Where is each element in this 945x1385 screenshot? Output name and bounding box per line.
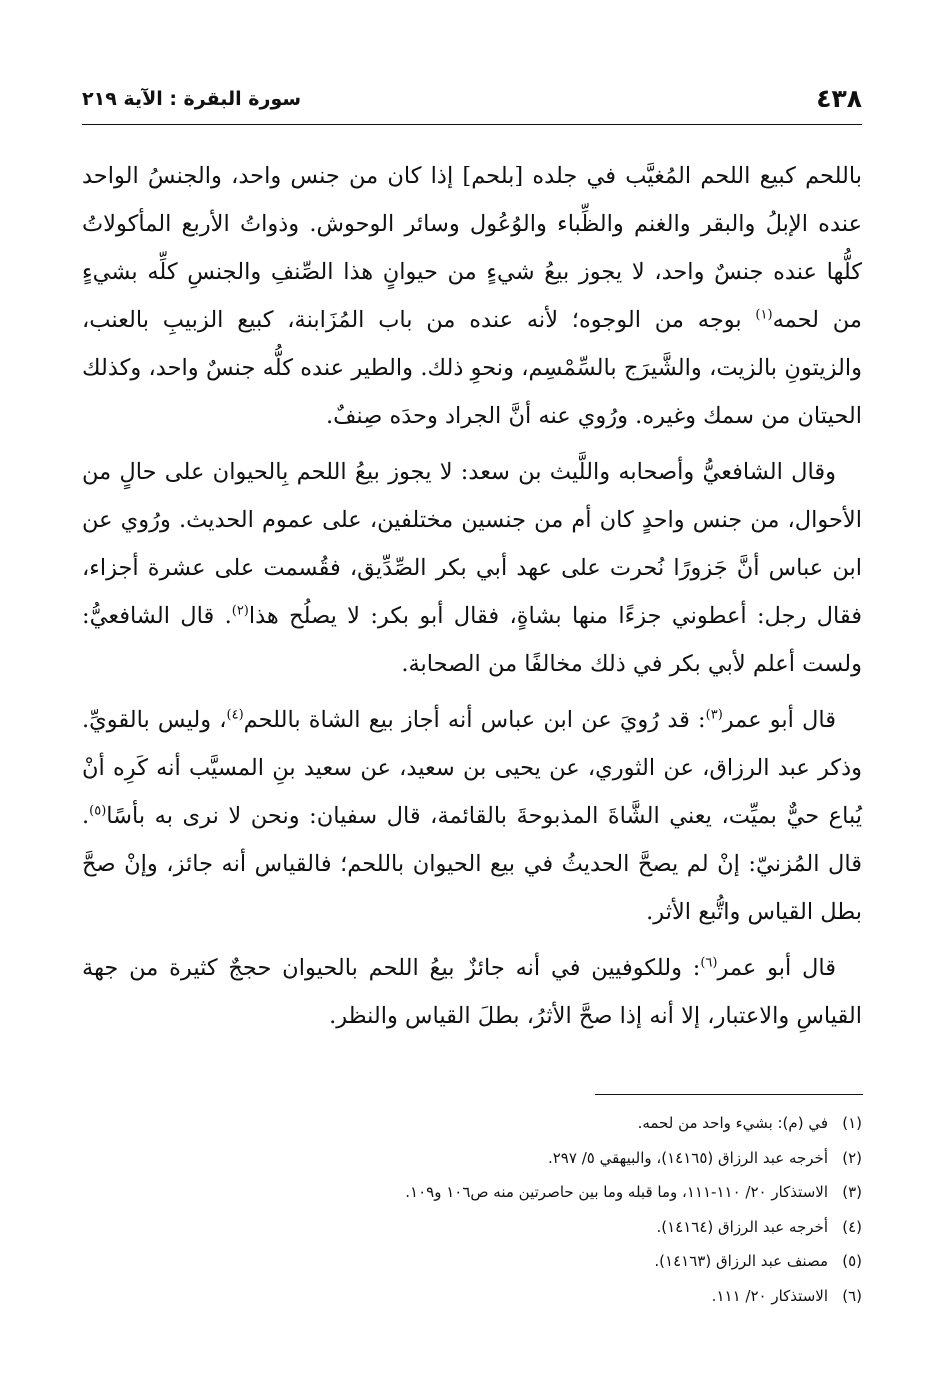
footnote-text: الاستذكار ٢٠/ ١١١. xyxy=(711,1286,828,1305)
footnote-number: (٥) xyxy=(842,1252,862,1270)
paragraph-4-text-a: قال أبو عمر xyxy=(717,955,836,981)
footnotes-list xyxy=(82,1106,862,1313)
paragraph-4-text-b: : وللكوفيين في أنه جائزٌ بيعُ اللحم بالحيوان حججٌ كثيرة من جهة القياسِ والاعتبار، إلا أنه إذا صحَّ الأثرُ، بطلَ القياس والنظر. xyxy=(82,955,862,1029)
footnote-text: أخرجه عبد الرزاق (١٤١٦٥)، والبيهقي ٥/ ٢٩٧. xyxy=(547,1148,828,1167)
footnote-number: (٤) xyxy=(842,1217,862,1236)
paragraph-3-text-a: قال أبو عمر xyxy=(722,707,837,733)
paragraph-1 xyxy=(82,152,862,440)
paragraph-1-text-b: بوجه من الوجوه؛ لأنه عنده من باب المُزَابنة، كبيع الزبيبِ بالعنب، والزيتونِ بالزيت، والشَّيرَج بالسِّمْسِم، ونحوِ ذلك. والطير عنده كلُّه جنسٌ واحد، وكذلك الحيتان من سمك وغيره. ورُوي عنه أنَّ الجراد وحدَه صِنفٌ. xyxy=(82,307,862,429)
paragraph-2 xyxy=(82,448,862,688)
footnote-item xyxy=(82,1141,862,1176)
footnote-ref-3: (٣) xyxy=(705,707,723,723)
header-rule xyxy=(82,124,862,125)
footnote-text: الاستذكار ٢٠/ ١١٠-١١١، وما قبله وما بين حاصرتين منه ص١٠٦ و١٠٩. xyxy=(405,1183,828,1201)
page-header xyxy=(82,80,862,126)
footnote-number: (١) xyxy=(842,1114,862,1132)
footnote-item xyxy=(82,1175,862,1210)
main-text xyxy=(82,152,862,1040)
footnote-item xyxy=(82,1244,862,1279)
paragraph-1-text-a: باللحم كبيع اللحم المُغيَّب في جلده [بلحم] إذا كان من جنس واحد، والجنسُ الواحد عنده الإبلُ والبقر والغنم والظِّباء والوُعُول وسائر الوحوش. وذواتُ الأربع المأكولاتُ كلُّها عنده جنسٌ واحد، لا يجوز بيعُ شيءٍ من حيوانٍ هذا الصِّنفِ والجنسِ كلِّه بشيءٍ من لحمه xyxy=(82,163,862,333)
footnote-text: أخرجه عبد الرزاق (١٤١٦٤). xyxy=(656,1217,828,1236)
paragraph-3 xyxy=(82,696,862,936)
footnote-number: (٦) xyxy=(842,1286,862,1305)
paragraph-3-text-c: ، وليس بالقويِّ. وذكر عبد الرزاق، عن الثوري، عن يحيى بن سعيد، عن سعيد بنِ المسيَّب أنه كَرِه أنْ يُباع حيٌّ بميِّت، يعني الشَّاةَ المذبوحةَ بالقائمة، قال سفيان: ونحن لا نرى به بأسًا xyxy=(82,707,862,829)
footnote-item xyxy=(82,1210,862,1245)
footnote-ref-1: (١) xyxy=(755,307,773,323)
footnote-number: (٢) xyxy=(842,1148,862,1167)
footnote-ref-4: (٤) xyxy=(226,707,244,723)
footnote-rule xyxy=(595,1094,863,1095)
page-number: ٤٣٨ xyxy=(816,84,862,113)
paragraph-3-text-d: . قال المُزنيّ: إنْ لم يصحَّ الحديثُ في بيع الحيوان باللحم؛ فالقياس أنه جائز، وإنْ صحَّ بطل القياس واتُّبع الأثر. xyxy=(82,803,862,925)
footnote-ref-5: (٥) xyxy=(89,803,107,819)
footnote-item xyxy=(82,1106,862,1141)
footnote-number: (٣) xyxy=(842,1183,862,1201)
footnote-ref-2: (٢) xyxy=(231,603,249,619)
paragraph-2-text-a: وقال الشافعيُّ وأصحابه واللَّيث بن سعد: لا يجوز بيعُ اللحم بِالحيوان على حالٍ من الأحوال، من جنس واحدٍ كان أم من جنسين مختلفين، على عموم الحديث. ورُوي عن ابن عباس أنَّ جَزورًا نُحرت على عهد أبي بكر الصِّدِّيق، فقُسمت على عشرة أجزاء، فقال رجل: أعطوني جزءًا منها بشاةٍ، فقال أبو بكر: لا يصلُح هذا xyxy=(82,459,862,629)
footnote-text: في (م): بشيء واحد من لحمه. xyxy=(637,1114,828,1132)
footnote-item xyxy=(82,1279,862,1314)
paragraph-3-text-b: : قد رُويَ عن ابن عباس أنه أجاز بيع الشاة باللحم xyxy=(243,707,706,733)
paragraph-2-text-b: . قال الشافعيُّ: ولست أعلم لأبي بكر في ذلك مخالفًا من الصحابة. xyxy=(82,603,862,677)
running-title: سورة البقرة : الآية ٢١٩ xyxy=(82,88,302,110)
footnote-ref-6: (٦) xyxy=(700,955,718,971)
paragraph-4 xyxy=(82,944,862,1040)
footnote-text: مصنف عبد الرزاق (١٤١٦٣). xyxy=(654,1252,828,1270)
